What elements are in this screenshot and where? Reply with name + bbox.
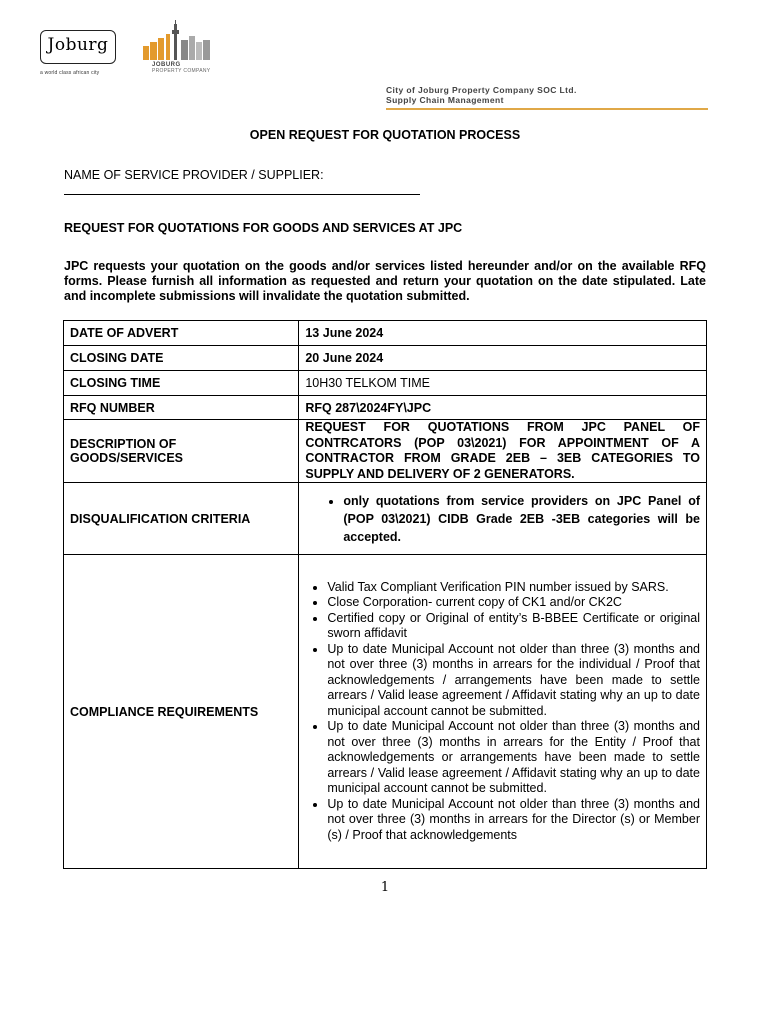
date-of-advert-value: 13 June 2024 <box>299 321 707 346</box>
page-number: 1 <box>380 880 390 895</box>
row-disqualification <box>64 483 707 555</box>
compliance-item: • Close Corporation- current copy of CK1 and/or CK2C <box>327 595 700 611</box>
closing-time-value: 10H30 TELKOM TIME <box>299 371 707 396</box>
disqualification-value <box>299 483 707 555</box>
compliance-value <box>299 555 707 869</box>
department-name: Supply Chain Management <box>386 95 504 105</box>
intro-paragraph: JPC requests your quotation on the goods and/or services listed hereunder and/or on the available RFQ forms. Please furnish all information as requested and return your quotation on the date stipulated. Late and incomplete submissions will invalidate the quotation submitted. <box>64 259 706 303</box>
compliance-item: • Valid Tax Compliant Verification PIN number issued by SARS. <box>327 580 700 596</box>
joburg-logo <box>40 30 116 64</box>
header-rule <box>386 108 708 110</box>
row-closing-date <box>64 346 707 371</box>
compliance-item: • Certified copy or Original of entity’s B-BBEE Certificate or original sworn affidavit <box>327 611 700 642</box>
compliance-item: • Up to date Municipal Account not older than three (3) months and not over three (3) months in arrears for the individual / Proof that acknowledgements / arrangements have been made to settle arrears / Valid lease agreement / Affidavit stating why an up to date municipal account cannot be submitted. <box>327 642 700 720</box>
disqualification-item: • only quotations from service providers on JPC Panel of (POP 03\2021) CIDB Grade 2EB -3EB categories will be accepted. <box>343 492 700 546</box>
row-date-of-advert <box>64 321 707 346</box>
closing-date-value: 20 June 2024 <box>299 346 707 371</box>
section-subtitle: REQUEST FOR QUOTATIONS FOR GOODS AND SERVICES AT JPC <box>64 221 463 235</box>
description-label: DESCRIPTION OF GOODS/SERVICES <box>64 420 299 483</box>
service-provider-label: NAME OF SERVICE PROVIDER / SUPPLIER: <box>64 168 324 182</box>
compliance-item: • Up to date Municipal Account not older than three (3) months and not over three (3) months in arrears for the Entity / Proof that acknowledgements or arrangements have been made to settle arrears / Valid lease agreement / Affidavit stating why an up to date municipal account cannot be submitted. <box>327 719 700 797</box>
compliance-label: COMPLIANCE REQUIREMENTS <box>64 555 299 869</box>
rfq-number-value: RFQ 287\2024FY\JPC <box>299 396 707 420</box>
service-provider-line <box>64 194 420 195</box>
disqualification-label: DISQUALIFICATION CRITERIA <box>64 483 299 555</box>
compliance-item: • Up to date Municipal Account not older than three (3) months and not over three (3) months in arrears for the Director (s) or Member (s) / Proof that acknowledgements <box>327 797 700 844</box>
row-rfq-number <box>64 396 707 420</box>
closing-time-label: CLOSING TIME <box>64 371 299 396</box>
row-closing-time <box>64 371 707 396</box>
row-description <box>64 420 707 483</box>
date-of-advert-label: DATE OF ADVERT <box>64 321 299 346</box>
company-name: City of Joburg Property Company SOC Ltd. <box>386 85 577 95</box>
page-title: OPEN REQUEST FOR QUOTATION PROCESS <box>249 128 521 142</box>
description-value: REQUEST FOR QUOTATIONS FROM JPC PANEL OF CONTRCATORS (POP 03\2021) FOR APPOINTMENT OF A CONTRACTOR FROM GRADE 2EB – 3EB CATEGORIES TO SUPPLY AND DELIVERY OF 2 GENERATORS. <box>299 420 707 483</box>
rfq-number-label: RFQ NUMBER <box>64 396 299 420</box>
row-compliance <box>64 555 707 869</box>
jpc-logo-sub: PROPERTY COMPANY <box>152 68 211 74</box>
joburg-logo-text: Joburg <box>47 35 109 55</box>
rfq-details-table <box>63 320 707 869</box>
joburg-tagline: a world class african city <box>40 70 100 76</box>
jpc-logo-name: JOBURG <box>152 62 181 68</box>
closing-date-label: CLOSING DATE <box>64 346 299 371</box>
